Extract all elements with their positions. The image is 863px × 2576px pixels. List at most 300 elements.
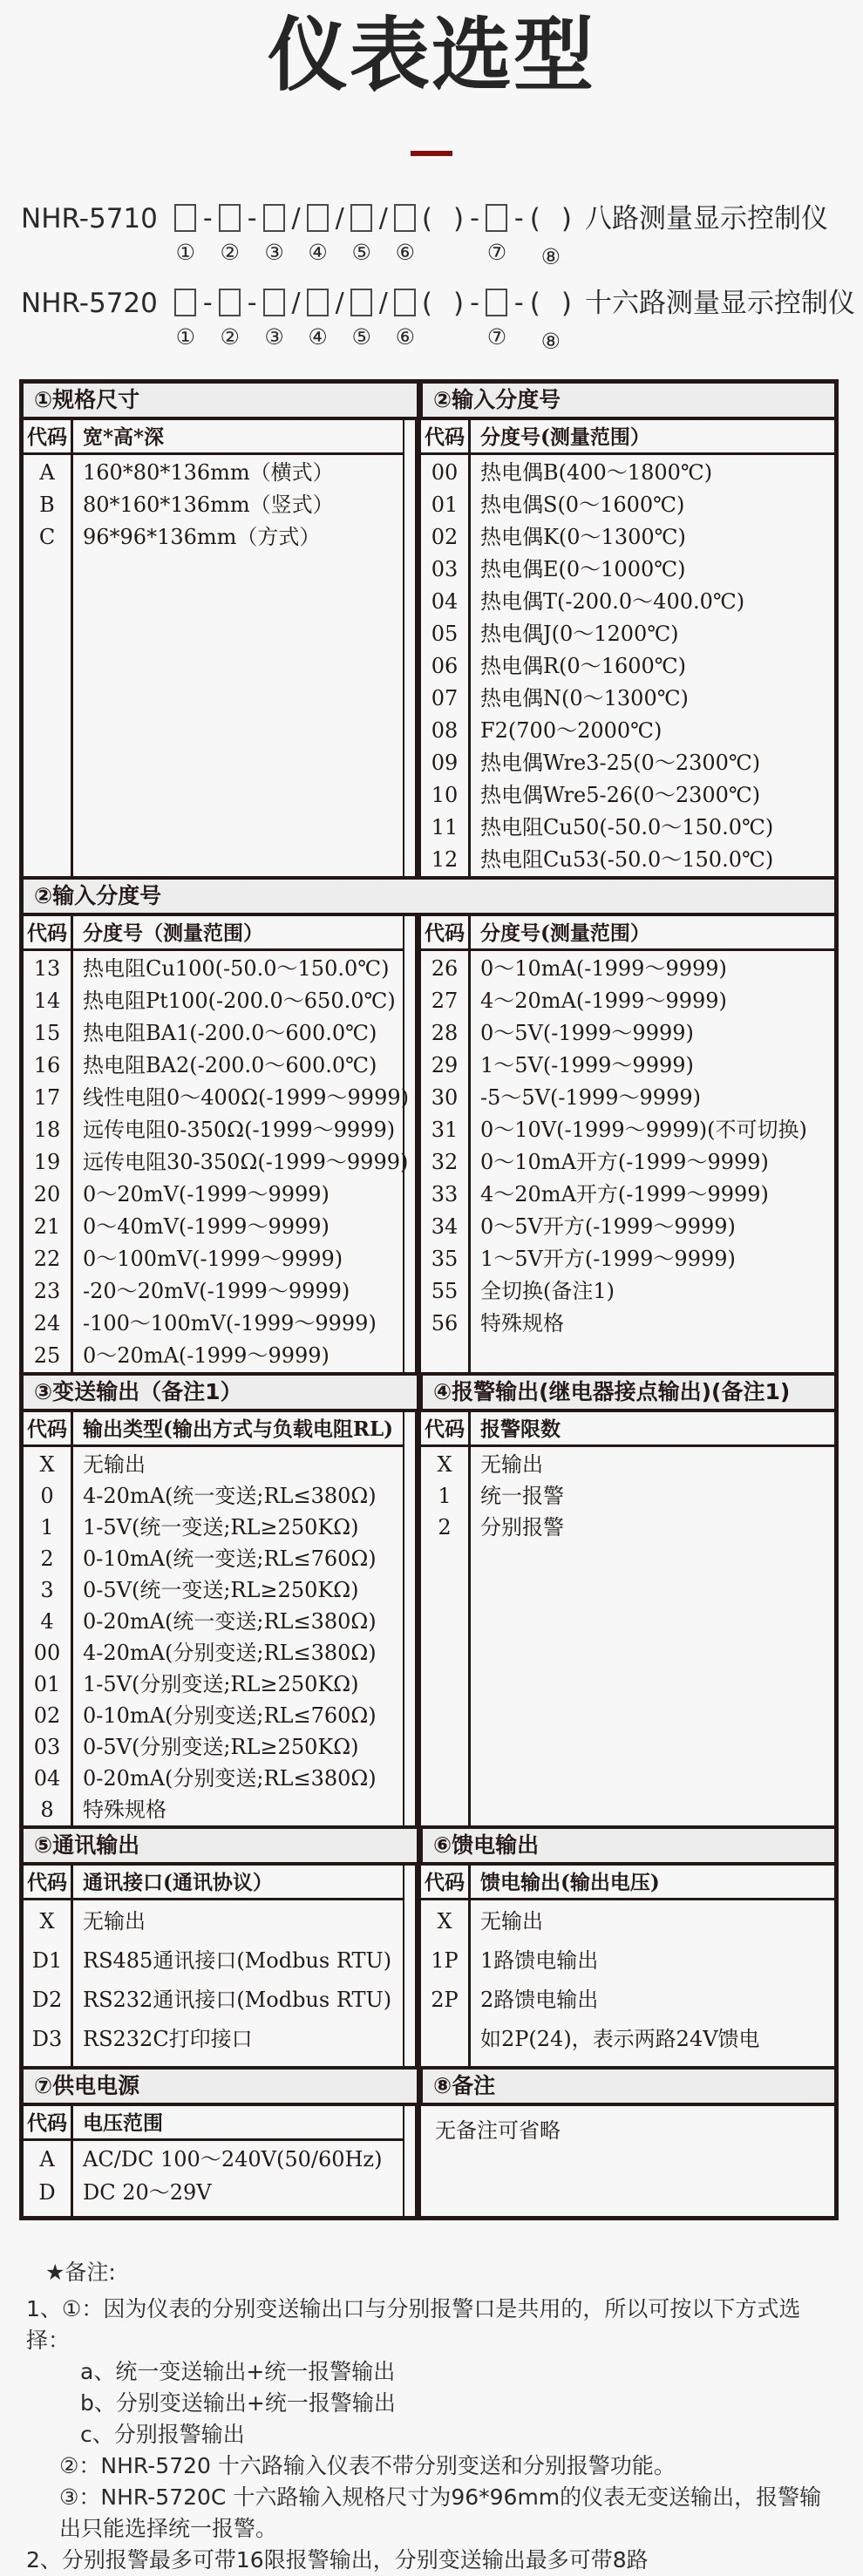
- code-column-divider: [468, 916, 471, 1372]
- section-body-row: [24, 420, 834, 876]
- row-value: RS232C打印接口: [83, 2026, 253, 2051]
- table-row: [24, 1082, 409, 1114]
- table-row: [24, 1179, 403, 1211]
- row-value: 无输出: [83, 1908, 146, 1934]
- section-band-row: [24, 2066, 834, 2106]
- row-value: 热电偶B(400～1800℃): [480, 459, 713, 485]
- row-value: AC/DC 100～240V(50/60Hz): [83, 2146, 383, 2172]
- table-row: [24, 2020, 403, 2059]
- table-row: [421, 489, 834, 521]
- selection-box: [350, 289, 372, 316]
- panel-gap: [404, 2106, 415, 2216]
- row-value: 0～5V开方(-1999～9999): [480, 1213, 736, 1239]
- row-value: RS232通讯接口(Modbus RTU): [83, 1987, 392, 2012]
- model-description: 八路测量显示控制仪: [584, 202, 828, 234]
- table-row: [24, 1763, 403, 1794]
- col-header-value: 电压范围: [83, 2110, 163, 2135]
- section-body-row: [24, 2106, 834, 2216]
- table-row: [24, 1340, 403, 1372]
- row-value: 如2P(24)，表示两路24V馈电: [480, 2026, 760, 2051]
- model-token-slot: [174, 286, 197, 350]
- panel-feed: [421, 1866, 834, 2066]
- footnote-line: a、统一变送输出+统一报警输出: [80, 2358, 396, 2384]
- row-code: 34: [431, 1213, 459, 1239]
- model-token-slot: [219, 286, 241, 350]
- footnote-line: 1、①：因为仪表的分别变送输出口与分别报警口是共用的，所以可按以下方式选择：: [26, 2295, 801, 2353]
- row-value: 热电阻Cu53(-50.0～150.0℃): [480, 846, 774, 872]
- footnote-line: 2、分别报警最多可带16限报警输出，分别变送输出最多可带8路: [26, 2546, 649, 2573]
- table-row: [421, 1114, 834, 1146]
- col-header-code: 代码: [425, 921, 465, 945]
- row-code: 22: [33, 1246, 61, 1271]
- row-value: 热电偶E(0～1000℃): [480, 556, 686, 581]
- model-token-slot: [350, 286, 373, 350]
- table-row: [421, 715, 834, 747]
- panel-gap: [404, 1866, 415, 2066]
- panel-gap: [404, 916, 415, 1372]
- table-row: [421, 844, 834, 876]
- section-body-row: [24, 916, 834, 1372]
- table-row: [24, 1574, 403, 1606]
- model-code: NHR-5710: [21, 202, 158, 234]
- row-code: C: [38, 524, 56, 549]
- table-row: [24, 1480, 403, 1512]
- col-header-code: 代码: [27, 1417, 67, 1441]
- row-value: 0-10mA(分别变送;RL≤760Ω): [83, 1703, 377, 1728]
- panel-divider: [415, 1412, 421, 1825]
- row-code: X: [437, 1451, 452, 1477]
- row-code: 10: [431, 782, 459, 807]
- row-code: 04: [431, 588, 459, 614]
- row-code: 14: [33, 988, 61, 1013]
- position-number: ⑦: [486, 239, 507, 265]
- col-header-value: 分度号（测量范围）: [83, 921, 263, 945]
- selection-box: [219, 204, 241, 232]
- model-token-row: [172, 286, 574, 355]
- col-header-code: 代码: [425, 1417, 465, 1441]
- group-input-continued: [24, 876, 834, 1372]
- row-value: 热电阻BA1(-200.0～600.0℃): [83, 1020, 377, 1045]
- row-code: 16: [33, 1052, 61, 1077]
- row-code: 13: [33, 955, 61, 981]
- table-row: [421, 618, 834, 650]
- row-value: 特殊规格: [480, 1310, 564, 1336]
- col-header-code: 代码: [425, 1870, 465, 1894]
- row-code: X: [39, 1451, 55, 1477]
- table-row: [421, 1512, 834, 1543]
- table-row: [421, 2020, 834, 2059]
- code-column-divider: [71, 1412, 73, 1825]
- table-header: [24, 1412, 403, 1447]
- row-code: 1: [40, 1514, 54, 1539]
- section-band-row: [24, 876, 834, 916]
- row-code: 4: [40, 1608, 54, 1634]
- selection-box: [307, 289, 329, 316]
- selection-box: [307, 204, 329, 232]
- row-code: 0: [40, 1483, 54, 1508]
- row-value: 热电阻Pt100(-200.0～650.0℃): [83, 988, 396, 1013]
- panel-divider: [415, 916, 421, 1372]
- row-value: 4～20mA(-1999～9999): [480, 988, 727, 1013]
- row-code: 08: [431, 717, 459, 743]
- table-row: [421, 586, 834, 618]
- row-code: 06: [431, 653, 459, 678]
- row-code: D: [38, 2179, 56, 2205]
- table-rows: [24, 951, 409, 1372]
- row-value: 热电阻Cu50(-50.0～150.0℃): [480, 814, 774, 839]
- row-code: 29: [431, 1052, 459, 1077]
- table-row: [24, 1941, 403, 1981]
- token-separator: /: [378, 287, 388, 318]
- model-ordering-diagram: [21, 201, 863, 355]
- row-value: 热电偶N(0～1300℃): [480, 685, 689, 710]
- model-token-row: [172, 201, 574, 270]
- table-row: [24, 521, 403, 554]
- position-number: ③: [264, 323, 284, 350]
- row-code: 01: [431, 492, 459, 517]
- panel-input-2-left: [24, 916, 409, 1372]
- row-code: 2: [438, 1514, 452, 1539]
- table-row: [421, 812, 834, 844]
- table-rows: [421, 455, 834, 876]
- section-band-row: [24, 1825, 834, 1866]
- col-header-value: 通讯接口(通讯协议）: [83, 1870, 273, 1894]
- footnotes: [0, 2257, 863, 2576]
- model-token-slot: [422, 201, 464, 270]
- panel-gap: [404, 1412, 415, 1825]
- table-row: [421, 521, 834, 554]
- table-row: [24, 2143, 403, 2176]
- row-code: 09: [431, 750, 459, 775]
- table-row: [421, 1146, 834, 1179]
- table-header: [24, 916, 403, 951]
- row-value: 热电阻Cu100(-50.0～150.0℃): [83, 955, 390, 981]
- row-value: 4～20mA开方(-1999～9999): [480, 1181, 769, 1206]
- position-number: ①: [175, 239, 196, 265]
- row-value: 0-10mA(统一变送;RL≤760Ω): [83, 1546, 377, 1571]
- col-header-value: 报警限数: [480, 1417, 561, 1441]
- model-line-nhr5720: [21, 286, 863, 355]
- row-value: 0-5V(分别变送;RL≥250KΩ): [83, 1734, 359, 1759]
- row-value: RS485通讯接口(Modbus RTU): [83, 1947, 392, 1973]
- col-header-value: 分度号(测量范围）: [480, 921, 650, 945]
- table-rows: [24, 1900, 403, 2066]
- col-header-code: 代码: [425, 425, 465, 449]
- panel-input-2-right: [421, 916, 834, 1372]
- table-row: [24, 1243, 403, 1275]
- table-row: [24, 2176, 403, 2209]
- table-row: [421, 1050, 834, 1082]
- row-value: 0～20mA(-1999～9999): [83, 1342, 330, 1368]
- row-value: 无输出: [83, 1451, 146, 1477]
- row-code: A: [39, 459, 55, 485]
- table-row: [24, 1543, 403, 1574]
- token-separator: -: [247, 202, 257, 234]
- position-number: ⑤: [351, 323, 371, 350]
- row-code: 30: [431, 1084, 459, 1110]
- col-header-value: 输出类型(输出方式与负载电阻RL): [83, 1417, 394, 1441]
- table-row: [421, 1017, 834, 1050]
- token-separator: /: [291, 287, 301, 318]
- row-code: 1P: [431, 1947, 459, 1973]
- panel-divider: [417, 1376, 423, 1409]
- selection-parens: ( ): [529, 202, 572, 234]
- code-column-divider: [468, 1866, 471, 2066]
- row-value: 160*80*136mm（横式）: [83, 459, 334, 485]
- row-code: 12: [431, 846, 459, 872]
- token-separator: -: [513, 202, 524, 234]
- table-row: [24, 1211, 403, 1243]
- row-value: 无输出: [480, 1908, 543, 1934]
- model-token-slot: [394, 201, 417, 266]
- row-code: 2: [40, 1546, 54, 1571]
- row-value: -5～5V(-1999～9999): [480, 1084, 701, 1110]
- section-title-transmit: ③变送输出（备注1）: [24, 1376, 417, 1409]
- table-row: [421, 1082, 834, 1114]
- row-value: 2路馈电输出: [480, 1987, 599, 2012]
- table-row: [421, 1308, 834, 1340]
- table-row: [24, 457, 403, 489]
- row-code: 21: [33, 1213, 61, 1239]
- token-separator: /: [291, 202, 301, 234]
- position-number: ⑥: [395, 239, 416, 265]
- code-column-divider: [71, 916, 73, 1372]
- selection-box: [394, 204, 416, 232]
- table-row: [24, 1017, 403, 1050]
- row-code: 01: [33, 1671, 61, 1696]
- row-code: 3: [40, 1577, 54, 1602]
- row-code: 07: [431, 685, 459, 710]
- position-number: ⑥: [395, 323, 416, 350]
- row-code: 03: [33, 1734, 61, 1759]
- col-header-code: 代码: [27, 2110, 67, 2135]
- table-rows: [24, 455, 403, 554]
- table-row: [24, 1449, 403, 1480]
- row-code: D2: [31, 1987, 63, 2012]
- row-code: B: [39, 492, 55, 517]
- selection-parens: ( ): [421, 287, 465, 319]
- row-value: 热电偶Wre3-25(0～2300℃): [480, 750, 761, 775]
- selection-box: [174, 204, 196, 232]
- panel-divider: [417, 384, 423, 417]
- section-title-dimensions: ①规格尺寸: [24, 384, 417, 417]
- row-code: X: [437, 1908, 452, 1934]
- col-header-value: 馈电输出(输出电压): [480, 1870, 660, 1894]
- row-value: 热电偶Wre5-26(0～2300℃): [480, 782, 761, 807]
- row-value: 热电偶K(0～1300℃): [480, 524, 686, 549]
- position-number: ③: [264, 239, 284, 265]
- code-column-divider: [71, 420, 73, 876]
- row-value: 统一报警: [480, 1483, 564, 1508]
- row-value: 1-5V(分别变送;RL≥250KΩ): [83, 1671, 359, 1696]
- token-separator: /: [378, 202, 388, 234]
- token-separator: -: [470, 202, 479, 234]
- table-row: [24, 953, 403, 985]
- col-header-value: 宽*高*深: [83, 425, 165, 449]
- row-value: 0-5V(统一变送;RL≥250KΩ): [83, 1577, 359, 1602]
- selection-box: [263, 289, 285, 316]
- row-value: 热电偶S(0～1600℃): [480, 492, 685, 517]
- table-rows: [24, 2141, 403, 2216]
- row-value: -20～20mV(-1999～9999): [83, 1278, 350, 1303]
- position-number: ⑦: [486, 323, 507, 350]
- row-code: 8: [40, 1797, 54, 1822]
- table-header: [421, 1412, 834, 1447]
- row-value: 0～10mA(-1999～9999): [480, 955, 727, 981]
- selection-box: [174, 289, 196, 316]
- token-separator: -: [202, 202, 213, 234]
- code-column-divider: [71, 1866, 73, 2066]
- panel-power: [24, 2106, 404, 2216]
- table-row: [421, 985, 834, 1017]
- row-code: 2P: [431, 1987, 459, 2012]
- row-value: DC 20～29V: [83, 2179, 212, 2205]
- table-row: [421, 1902, 834, 1941]
- row-value: 线性电阻0～400Ω(-1999～9999): [83, 1084, 409, 1110]
- group-power-and-remark: [24, 2066, 834, 2216]
- table-row: [24, 1731, 403, 1763]
- row-value: 96*96*136mm（方式）: [83, 524, 321, 549]
- table-rows: [24, 1447, 403, 1825]
- title-accent-dash: [411, 151, 452, 156]
- panel-dimensions: [24, 420, 404, 876]
- table-rows: [421, 951, 834, 1340]
- footnote-line: ③：NHR-5720C 十六路输入规格尺寸为96*96mm的仪表无变送输出，报警输出只能选择统一报警。: [59, 2484, 822, 2541]
- footnotes-heading: ★备注:: [45, 2259, 116, 2285]
- model-token-slot: [486, 201, 508, 266]
- row-code: 00: [431, 459, 459, 485]
- row-code: D3: [31, 2026, 63, 2051]
- token-separator: /: [335, 202, 344, 234]
- table-row: [421, 1941, 834, 1981]
- model-description: 十六路测量显示控制仪: [584, 287, 855, 319]
- table-header: [421, 1866, 834, 1900]
- table-row: [421, 1480, 834, 1512]
- row-code: D1: [31, 1947, 63, 1973]
- row-code: 15: [33, 1020, 61, 1045]
- code-column-divider: [71, 2106, 73, 2216]
- selection-box: [263, 204, 285, 232]
- position-number: ①: [175, 323, 196, 350]
- col-header-code: 代码: [27, 921, 67, 945]
- row-code: 03: [431, 556, 459, 581]
- panel-divider: [415, 1866, 421, 2066]
- row-value: 分别报警: [480, 1514, 564, 1539]
- model-token-slot: [394, 286, 417, 350]
- row-code: 26: [431, 955, 459, 981]
- token-separator: -: [202, 287, 213, 318]
- row-value: 热电偶J(0～1200℃): [480, 621, 679, 646]
- section-body-row: [24, 1866, 834, 2066]
- panel-divider: [417, 2070, 423, 2103]
- model-token-slot: [263, 201, 286, 266]
- row-code: 02: [33, 1703, 61, 1728]
- panel-divider: [417, 1829, 423, 1862]
- table-row: [421, 683, 834, 715]
- row-value: 1-5V(统一变送;RL≥250KΩ): [83, 1514, 359, 1539]
- token-separator: /: [335, 287, 344, 318]
- row-code: 11: [431, 814, 459, 839]
- table-row: [421, 779, 834, 812]
- table-header: [421, 916, 834, 951]
- section-title-input-continued: ②输入分度号: [24, 880, 834, 913]
- row-code: 35: [431, 1246, 459, 1271]
- row-value: -100～100mV(-1999～9999): [83, 1310, 377, 1336]
- table-row: [24, 489, 403, 521]
- row-code: A: [39, 2146, 55, 2172]
- row-value: 全切换(备注1): [480, 1278, 615, 1303]
- panel-remark: [421, 2106, 834, 2216]
- table-row: [24, 1981, 403, 2020]
- section-band-row: [24, 1372, 834, 1412]
- selection-box: [219, 289, 241, 316]
- row-code: 23: [33, 1278, 61, 1303]
- table-row: [421, 1981, 834, 2020]
- row-code: 56: [431, 1310, 459, 1336]
- row-code: 19: [33, 1149, 61, 1174]
- row-value: 热电阻BA2(-200.0～600.0℃): [83, 1052, 377, 1077]
- panel-input-1: [421, 420, 834, 876]
- selection-box: [486, 289, 507, 316]
- panel-divider: [415, 2106, 421, 2216]
- table-row: [421, 1243, 834, 1275]
- token-separator: -: [247, 287, 257, 318]
- row-code: [421, 2020, 468, 2059]
- row-code: 04: [33, 1765, 61, 1791]
- table-row: [24, 1700, 403, 1731]
- section-title-comm: ⑤通讯输出: [24, 1829, 417, 1862]
- selection-box: [350, 204, 372, 232]
- col-header-value: 分度号(测量范围）: [480, 425, 650, 449]
- model-token-slot: [530, 201, 572, 270]
- row-code: 1: [438, 1483, 452, 1508]
- panel-comm: [24, 1866, 404, 2066]
- remark-text: 无备注可省略: [435, 2117, 561, 2143]
- section-title-input: ②输入分度号: [423, 384, 834, 417]
- row-code: 02: [431, 524, 459, 549]
- row-value: 1～5V(-1999～9999): [480, 1052, 694, 1077]
- row-code: 27: [431, 988, 459, 1013]
- model-token-slot: [219, 201, 241, 266]
- row-value: 特殊规格: [83, 1797, 166, 1822]
- position-number: ②: [220, 239, 240, 265]
- row-code: 20: [33, 1181, 61, 1206]
- model-token-slot: [263, 286, 286, 350]
- row-value: 无输出: [480, 1451, 543, 1477]
- panel-alarm: [421, 1412, 834, 1825]
- selection-box: [486, 204, 507, 232]
- row-code: 05: [431, 621, 459, 646]
- model-token-slot: [530, 286, 572, 355]
- table-row: [421, 457, 834, 489]
- position-number: ④: [308, 323, 328, 350]
- col-header-code: 代码: [27, 1870, 67, 1894]
- table-row: [24, 1794, 403, 1825]
- col-header-code: 代码: [27, 425, 67, 449]
- table-row: [421, 953, 834, 985]
- row-value: 4-20mA(统一变送;RL≤380Ω): [83, 1483, 377, 1508]
- table-row: [421, 1179, 834, 1211]
- table-row: [24, 1050, 403, 1082]
- row-value: 0-20mA(统一变送;RL≤380Ω): [83, 1608, 377, 1634]
- panel-transmit: [24, 1412, 404, 1825]
- model-token-slot: [307, 201, 330, 266]
- row-value: 远传电阻0-350Ω(-1999～9999): [83, 1117, 396, 1142]
- row-code: 32: [431, 1149, 459, 1174]
- table-row: [421, 1275, 834, 1308]
- table-row: [421, 554, 834, 586]
- row-value: 4-20mA(分别变送;RL≤380Ω): [83, 1640, 377, 1665]
